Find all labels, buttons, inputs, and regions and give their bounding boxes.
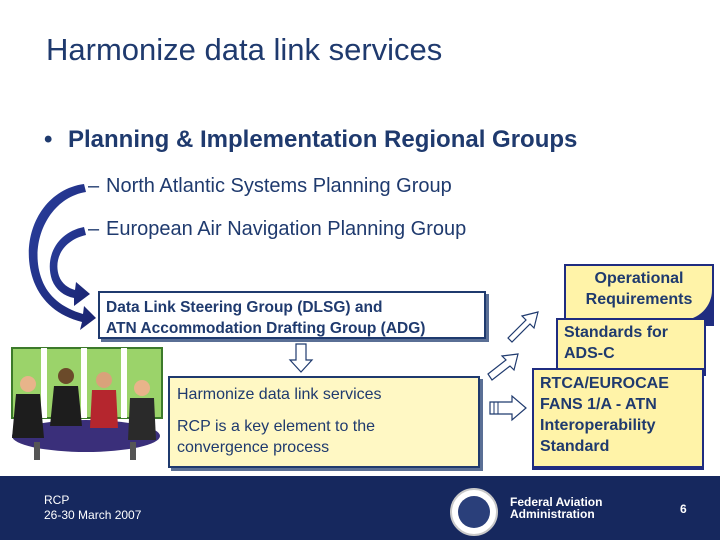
harmonize-line-3: convergence process bbox=[177, 439, 330, 456]
footer-org-line-1: Federal Aviation bbox=[510, 495, 603, 509]
slide-title: Harmonize data link services bbox=[46, 32, 443, 67]
curved-arrow-icon bbox=[50, 227, 90, 306]
bullet-marker: • bbox=[44, 126, 53, 153]
doc-operational-line-1: Operational bbox=[594, 270, 684, 287]
doc-operational-line-2: Requirements bbox=[585, 291, 693, 308]
sub-item-dash: – bbox=[88, 218, 100, 240]
dlsg-adg-box bbox=[98, 291, 486, 339]
footer-org-name bbox=[510, 496, 602, 520]
doc-operational-requirements bbox=[564, 264, 714, 326]
outline-arrow-down-icon bbox=[290, 344, 312, 372]
sub-item-text: European Air Navigation Planning Group bbox=[106, 218, 467, 240]
sub-item-text: North Atlantic Systems Planning Group bbox=[106, 175, 452, 197]
dlsg-line-1: Data Link Steering Group (DLSG) and bbox=[106, 299, 383, 316]
main-bullet-text: Planning & Implementation Regional Groups bbox=[68, 126, 578, 153]
footer-org-line-2: Administration bbox=[510, 507, 595, 521]
footer-event-info bbox=[44, 493, 141, 523]
page-number: 6 bbox=[680, 502, 687, 516]
harmonize-line-2: RCP is a key element to the bbox=[177, 418, 376, 435]
doc-rtca-line-4: Standard bbox=[540, 438, 610, 455]
outline-arrow-down-right-icon bbox=[488, 354, 518, 380]
sub-item-dash: – bbox=[88, 175, 100, 197]
curved-arrow-icon bbox=[29, 184, 96, 330]
doc-rtca-eurocae bbox=[532, 368, 704, 470]
meeting-people-illustration bbox=[4, 346, 164, 466]
harmonize-line-1: Harmonize data link services bbox=[177, 386, 382, 403]
outline-arrow-up-right-icon bbox=[508, 312, 538, 342]
footer-date: 26-30 March 2007 bbox=[44, 508, 142, 522]
doc-standards-line-2: ADS-C bbox=[564, 345, 615, 362]
harmonize-box bbox=[168, 376, 480, 468]
outline-arrow-right-icon bbox=[490, 396, 526, 420]
doc-rtca-line-1: RTCA/EUROCAE bbox=[540, 375, 669, 392]
footer-rcp: RCP bbox=[44, 493, 70, 507]
dlsg-line-2: ATN Accommodation Drafting Group (ADG) bbox=[106, 320, 426, 337]
doc-rtca-line-3: Interoperability bbox=[540, 417, 656, 434]
doc-standards-line-1: Standards for bbox=[564, 324, 669, 341]
doc-rtca-line-2: FANS 1/A - ATN bbox=[540, 396, 657, 413]
faa-seal-center bbox=[458, 496, 490, 528]
